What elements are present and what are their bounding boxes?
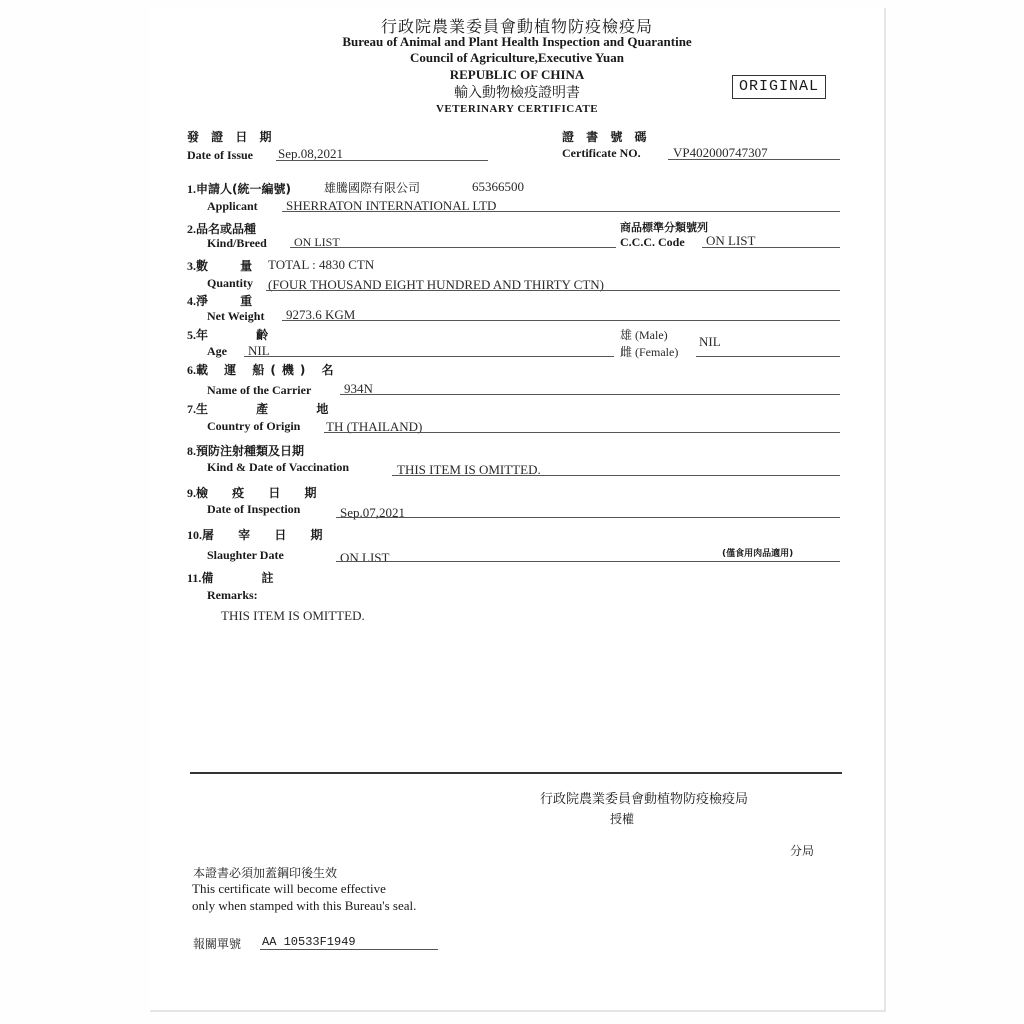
doc-title-zh: 輸入動物檢疫證明書 [454, 85, 580, 101]
origin-num: 7. [187, 402, 196, 416]
carrier-num: 6. [187, 363, 196, 377]
customs-value: AA 10533F1949 [262, 935, 356, 949]
quantity-label-zh: 數 量 [196, 259, 267, 273]
footer-branch-zh: 分局 [790, 844, 815, 858]
inspection-label-en: Date of Inspection [207, 502, 301, 516]
country-name: REPUBLIC OF CHINA [449, 67, 585, 82]
slaughter-value: ON LIST [340, 550, 390, 565]
vaccination-label-zh: 預防注射種類及日期 [196, 444, 305, 458]
applicant-name-zh: 雄騰國際有限公司 [324, 181, 421, 195]
inspection-num: 9. [187, 486, 196, 500]
quantity-total: TOTAL : 4830 CTN [268, 257, 375, 272]
remarks-label-en: Remarks: [207, 588, 258, 602]
cert-number-label-en: Certificate NO. [562, 146, 641, 160]
slaughter-label-en: Slaughter Date [207, 548, 284, 562]
inspection-value: Sep.07,2021 [340, 505, 405, 520]
footer-authority-zh: 行政院農業委員會動植物防疫檢疫局 [540, 792, 749, 807]
applicant-label-zh: 申請人(統一編號) [196, 182, 291, 196]
remarks-value: THIS ITEM IS OMITTED. [221, 608, 365, 623]
applicant-id: 65366500 [472, 179, 524, 194]
issue-date-label-zh: 發 證 日 期 [187, 130, 276, 144]
age-value: NIL [248, 343, 270, 358]
age-num: 5. [187, 328, 196, 342]
origin-label-zh: 生 產 地 [196, 402, 351, 416]
ccc-label-zh: 商品標準分類號列 [620, 221, 708, 234]
inspection-label-zh: 檢 疫 日 期 [196, 486, 327, 500]
doc-title-en: VETERINARY CERTIFICATE [435, 103, 599, 115]
applicant-num: 1. [187, 182, 196, 196]
remarks-num: 11. [187, 571, 202, 585]
applicant-label-en: Applicant [207, 199, 258, 213]
agency-name-en: Bureau of Animal and Plant Health Inspection and Quarantine [342, 34, 692, 49]
council-name: Council of Agriculture,Executive Yuan [409, 50, 625, 65]
vaccination-value: THIS ITEM IS OMITTED. [397, 462, 541, 477]
quantity-num: 3. [187, 259, 196, 273]
slaughter-label-zh: 屠 宰 日 期 [202, 528, 333, 542]
sex-value: NIL [699, 334, 721, 349]
agency-name-zh: 行政院農業委員會動植物防疫檢疫局 [380, 17, 653, 36]
origin-label-en: Country of Origin [207, 419, 301, 433]
origin-value: TH (THAILAND) [326, 419, 423, 434]
cert-number-label-zh: 證 書 號 碼 [562, 130, 651, 144]
quantity-value: (FOUR THOUSAND EIGHT HUNDRED AND THIRTY CTN) [268, 277, 605, 292]
issue-date-value: Sep.08,2021 [278, 146, 343, 161]
net-weight-label-zh: 淨 重 [196, 294, 267, 308]
ccc-label-en: C.C.C. Code [620, 235, 685, 249]
notice-en-line1: This certificate will become effective [192, 881, 386, 896]
ccc-value: ON LIST [706, 233, 756, 248]
net-weight-value: 9273.6 KGM [286, 307, 356, 322]
footer-authorized-zh: 授權 [610, 812, 635, 826]
carrier-label-en: Name of the Carrier [207, 383, 312, 397]
footer-divider [190, 772, 842, 774]
notice-en-line2: only when stamped with this Bureau's seal. [192, 898, 417, 913]
net-weight-num: 4. [187, 294, 196, 308]
age-label-zh: 年 齡 [196, 328, 291, 342]
cert-number-value: VP402000747307 [673, 145, 768, 160]
age-label-en: Age [207, 344, 227, 358]
kind-label-zh: 品名或品種 [196, 222, 257, 236]
vaccination-num: 8. [187, 444, 196, 458]
quantity-label-en: Quantity [207, 276, 254, 290]
notice-zh: 本證書必須加蓋鋼印後生效 [193, 866, 338, 880]
applicant-value: SHERRATON INTERNATIONAL LTD [286, 198, 497, 213]
certificate-page [150, 8, 886, 1012]
carrier-value: 934N [344, 381, 373, 396]
carrier-label-zh: 載 運 船(機) 名 [196, 363, 340, 377]
net-weight-label-en: Net Weight [207, 309, 265, 323]
issue-date-label-en: Date of Issue [187, 148, 253, 162]
original-stamp: ORIGINAL [732, 75, 826, 99]
slaughter-note: (僅食用肉品適用) [722, 549, 794, 559]
vaccination-label-en: Kind & Date of Vaccination [207, 460, 350, 474]
kind-label-en: Kind/Breed [207, 236, 267, 250]
customs-label-zh: 報關單號 [193, 937, 242, 951]
kind-value: ON LIST [294, 235, 340, 249]
remarks-label-zh: 備 註 [201, 571, 296, 585]
kind-num: 2. [187, 222, 196, 236]
sex-male-label: 雄 (Male) [620, 328, 668, 342]
slaughter-num: 10. [187, 528, 202, 542]
sex-female-label: 雌 (Female) [620, 345, 679, 359]
